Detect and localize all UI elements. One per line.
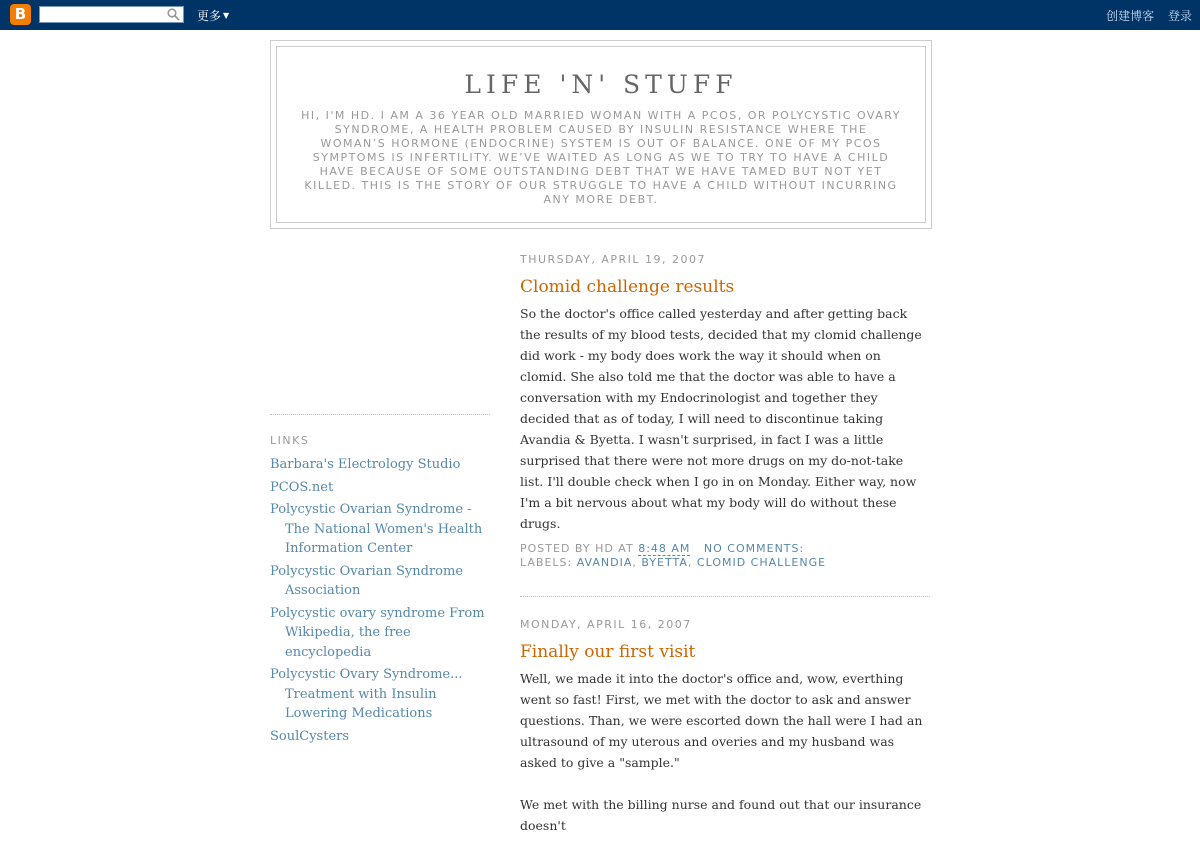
blogger-logo-icon[interactable]: B [10,4,31,25]
post [520,617,930,836]
post-timestamp-link[interactable]: 8:48 AM [638,542,691,555]
sidebar-link[interactable]: Polycystic ovary syndrome From Wikipedia, the free encyclopedia [270,605,485,660]
post-divider [520,596,930,597]
search-icon[interactable] [167,8,180,21]
blog-header-inner [276,46,926,223]
sidebar-link[interactable]: Barbara's Electrology Studio [270,457,461,472]
post-title[interactable]: Finally our first visit [520,642,696,662]
sidebar-link[interactable]: SoulCysters [270,728,350,744]
post-paragraph: We met with the billing nurse and found out that our insurance doesn't [520,797,922,833]
sidebar-link[interactable]: PCOS.net [270,479,334,495]
list-item [270,727,490,747]
label-link[interactable]: AVANDIA [576,556,633,569]
list-item [270,562,490,601]
label-link[interactable]: BYETTA [641,556,688,569]
list-item [270,665,490,724]
sidebar-divider [270,414,490,415]
list-item [270,455,490,475]
create-blog-link[interactable]: 创建博客 [1106,9,1155,23]
navbar-more-label: 更多 [197,9,222,23]
list-item [270,500,490,559]
links-list [270,455,490,746]
post-comments-link[interactable]: NO COMMENTS: [703,542,805,555]
navbar-search-box [39,6,184,23]
post [520,252,930,570]
post-date: THURSDAY, APRIL 19, 2007 [520,253,706,266]
sidebar [270,414,490,749]
caret-down-icon: ▼ [223,11,230,20]
labels-prefix: LABELS: [520,556,573,569]
list-item [270,604,490,663]
navbar-more-menu[interactable] [197,7,229,24]
blogger-navbar [0,0,1200,30]
posted-by-text: POSTED BY HD AT [520,542,634,555]
blog-header [270,40,932,229]
sidebar-link[interactable]: Polycystic Ovarian Syndrome Association [270,563,464,598]
post-labels-line: LABELS: AVANDIA, BYETTA, CLOMID CHALLENGE [520,556,827,569]
blog-title[interactable]: LIFE 'N' STUFF [464,70,738,99]
post-footer [520,542,930,570]
navbar-search-input[interactable] [40,12,168,27]
links-heading: LINKS [270,434,310,447]
sidebar-link[interactable]: Polycystic Ovarian Syndrome - The National Women's Health Information Center [270,502,483,556]
label-link[interactable]: CLOMID CHALLENGE [696,556,827,569]
navbar-account-links [1096,7,1192,24]
post-title[interactable]: Clomid challenge results [520,277,735,297]
sidebar-link[interactable]: Polycystic Ovary Syndrome... Treatment with Insulin Lowering Medications [270,667,463,721]
main-content [520,252,930,857]
blog-description: HI, I'M HD. I AM A 36 YEAR OLD MARRIED WOMAN WITH A PCOS, OR POLYCYSTIC OVARY SYNDROME, A HEALTH PROBLEM CAUSED BY INSULIN RESISTANCE WHERE THE WOMAN’S HORMONE (ENDOCRINE) SYSTEM IS OUT OF BALANCE. ONE OF MY PCOS SYMPTOMS IS INFERTILITY. WE’VE WAITED AS LONG AS WE TO TRY TO HAVE A CHILD HAVE BECAUSE OF SOME OUTSTANDING DEBT THAT WE HAVE TAMED BUT NOT YET KILLED. THIS IS THE STORY OF OUR STRUGGLE TO HAVE A CHILD WITHOUT INCURRING ANY MORE DEBT. [301,109,901,206]
post-body [520,668,930,836]
login-link[interactable]: 登录 [1167,9,1192,23]
post-author-line [520,542,930,556]
post-paragraph: Well, we made it into the doctor's office and, wow, everthing went so fast! First, we met with the doctor to ask and answer questions. Than, we were escorted down the hall were I had an ultrasound of my uterous and overies and my husband was asked to give a "sample." [520,671,923,770]
post-date: MONDAY, APRIL 16, 2007 [520,618,692,631]
list-item [270,478,490,498]
post-body: So the doctor's office called yesterday and after getting back the results of my blood tests, decided that my clomid challenge did work - my body does work the way it should when on clomid. She also told me that the doctor was able to have a conversation with my Endocrinologist and together they decided that as of today, I will need to discontinue taking Avandia & Byetta. I wasn't surprised, in fact I was a little surprised that there were not more drugs on my do-not-take list. I'll double check when I go in on Monday. Either way, now I'm a bit nervous about what my body will do without these drugs. [520,306,922,531]
